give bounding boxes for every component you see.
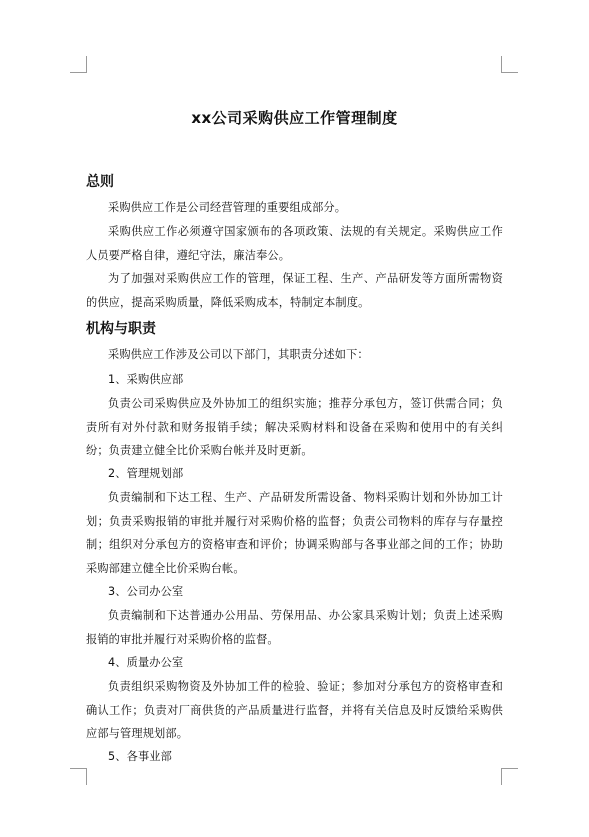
crop-mark-top-left — [70, 56, 87, 73]
item-label: 2、管理规划部 — [108, 467, 184, 480]
crop-mark-bottom-right — [501, 768, 518, 785]
paragraph: 为了加强对采购供应工作的管理，保证工程、生产、产品研发等方面所需物资的供应，提高采购质量，降低采购成本，特制定本制度。 — [86, 272, 503, 309]
section-heading-organization: 机构与职责 — [86, 321, 156, 337]
item-text: 负责组织采购物资及外协加工件的检验、验证；参加对分承包方的资格审查和确认工作；负责对厂商供货的产品质量进行监督，并将有关信息及时反馈给采购供应部与管理规划部。 — [86, 680, 503, 740]
crop-mark-top-right — [501, 56, 518, 73]
paragraph: 采购供应工作涉及公司以下部门，其职责分述如下： — [108, 348, 369, 361]
item-text: 负责编制和下达工程、生产、产品研发所需设备、物料采购计划和外协加工计划；负责采购报销的审批并履行对采购价格的监督；负责公司物料的库存与存量控制；组织对分承包方的资格审查和评价；协调采购部与各事业部之间的工作；协助采购部建立健全比价采购台帐。 — [86, 491, 503, 575]
item-label: 1、采购供应部 — [108, 373, 184, 386]
item-text: 负责公司采购供应及外协加工的组织实施；推荐分承包方，签订供需合同；负责所有对外付款和财务报销手续；解决采购材料和设备在采购和使用中的有关纠纷；负责建立健全比价采购台帐并及时更新。 — [86, 397, 503, 457]
paragraph: 采购供应工作必须遵守国家颁布的各项政策、法规的有关规定。采购供应工作人员要严格自律，遵纪守法，廉洁奉公。 — [86, 225, 503, 262]
document-title: xx公司采购供应工作管理制度 — [191, 109, 398, 127]
paragraph: 采购供应工作是公司经营管理的重要组成部分。 — [108, 201, 347, 214]
item-label: 5、各事业部 — [108, 750, 172, 763]
section-heading-general: 总则 — [86, 174, 114, 190]
item-label: 4、质量办公室 — [108, 656, 184, 669]
crop-mark-bottom-left — [70, 768, 87, 785]
item-text: 负责编制和下达普通办公用品、劳保用品、办公家具采购计划；负责上述采购报销的审批并履行对采购价格的监督。 — [86, 609, 503, 646]
item-label: 3、公司办公室 — [108, 585, 184, 598]
